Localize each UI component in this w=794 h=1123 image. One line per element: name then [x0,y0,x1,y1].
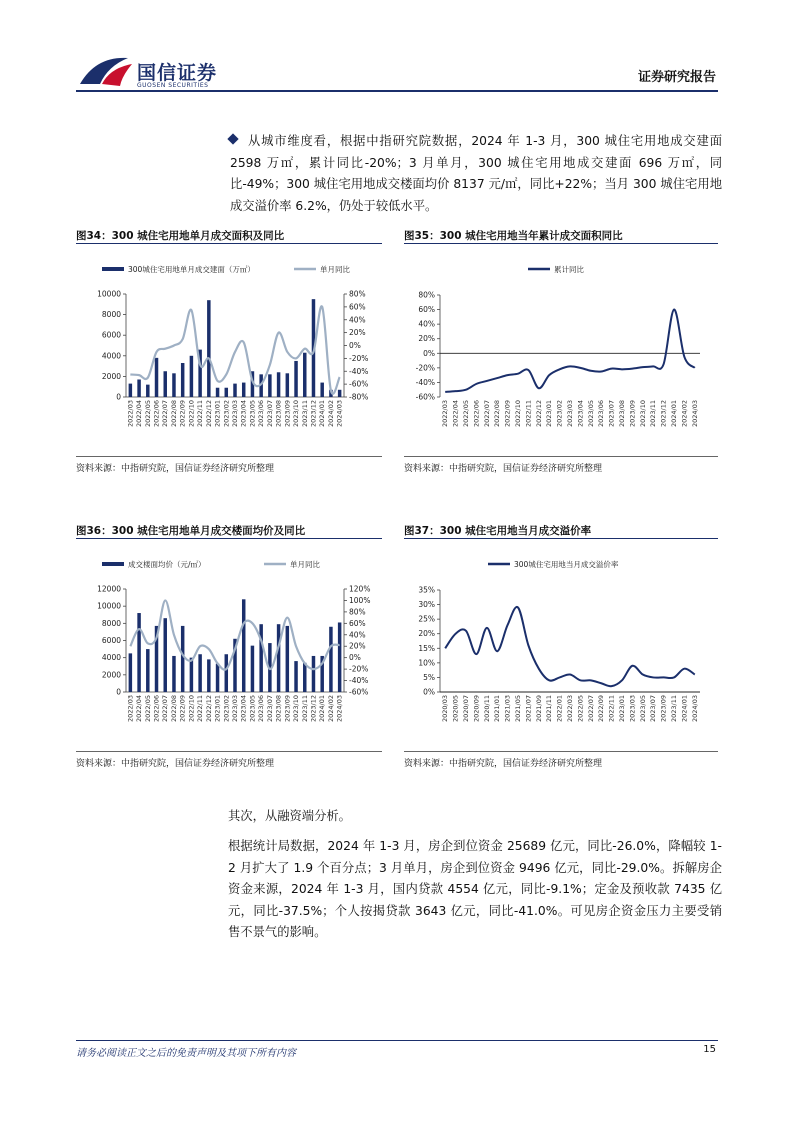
bar [155,358,158,397]
x-tick-label: 2022/05 [143,400,152,428]
figure-35-source: 资料来源：中指研究院，国信证券经济研究所整理 [404,464,603,474]
x-tick-label: 2024/03 [335,695,344,723]
x-tick-label: 2022/09 [597,695,606,723]
y2-tick-label: 120% [349,584,371,594]
legend-label: 成交楼面均价（元/㎡） [128,560,206,569]
x-tick-label: 2023/08 [618,400,626,428]
x-tick-label: 2021/03 [503,695,512,723]
y2-tick-label: 60% [349,618,366,628]
figure-35-rule [404,243,718,244]
bar [225,654,228,692]
bar [146,385,149,397]
footer-rule [76,1040,718,1041]
x-tick-label: 2023/05 [638,695,647,723]
footer-disclaimer: 请务必阅读正文之后的免责声明及其项下所有内容 [76,1048,296,1059]
x-tick-label: 2023/09 [283,695,292,723]
x-tick-label: 2022/10 [187,695,196,723]
bar [163,371,166,397]
x-tick-label: 2022/09 [178,695,187,723]
x-tick-label: 2023/09 [659,695,668,723]
x-tick-label: 2024/02 [326,400,335,428]
chart-36 [76,545,382,750]
x-tick-label: 2023/01 [213,695,222,723]
legend-label: 单月同比 [320,265,350,274]
figure-36-rule [76,538,382,539]
x-tick-label: 2023/01 [545,400,554,428]
x-tick-label: 2020/11 [482,695,491,723]
x-tick-label: 2022/04 [135,400,144,428]
figure-36-source-rule [76,751,382,752]
bar [259,624,262,692]
figure-34-source-rule [76,456,382,457]
x-tick-label: 2020/09 [472,695,481,723]
x-tick-label: 2023/02 [222,695,231,723]
legend-label: 300城住宅用地单月成交建面（万㎡） [128,265,255,274]
legend-label: 累计同比 [554,265,584,274]
y-tick-label: 25% [418,614,435,624]
report-type: 证券研究报告 [637,70,716,85]
bar [286,373,289,397]
y-tick-label: 0 [116,687,121,697]
x-tick-label: 2023/10 [638,400,647,428]
x-tick-label: 2023/01 [213,400,222,428]
figure-36-title: 图36：300 城住宅用地单月成交楼面均价及同比 [76,525,306,537]
body-paragraph-2: 根据统计局数据，2024 年 1-3 月，房企到位资金 25689 亿元，同比-26.0%，降幅较 1-2 月扩大了 1.9 个百分点；3 月单月，房企到位资金 9496 亿元，同比-29.0%。拆解房企资金来源，2024 年 1-3 月，国内贷款 4554 亿元，同比-9.1%；定金及预收款 7435 亿元，同比-37.5%；个人按揭贷款 3643 亿元，同比-41.0%。可见房企资金压力主要受销售不景气的影响。 [228,839,722,939]
bar [251,646,254,692]
x-tick-label: 2023/07 [265,695,274,723]
x-tick-label: 2023/04 [576,400,585,428]
bar [146,649,149,692]
bar [338,390,341,397]
bar [190,356,193,397]
x-tick-label: 2022/10 [514,400,522,428]
bar [286,626,289,692]
y2-tick-label: 100% [349,595,371,605]
bar [198,654,201,692]
x-tick-label: 2022/05 [462,400,470,428]
x-tick-label: 2022/01 [555,695,564,723]
x-tick-label: 2023/03 [628,695,637,723]
x-tick-label: 2023/11 [649,400,658,428]
x-tick-label: 2022/03 [566,695,574,723]
y2-tick-label: 60% [349,302,366,312]
x-tick-label: 2022/12 [204,400,213,428]
bar [216,664,219,692]
y-tick-label: -40% [415,377,435,387]
x-tick-label: 2023/12 [309,695,318,723]
x-tick-label: 2022/04 [135,695,144,723]
series-line [445,607,695,686]
figure-34-title: 图34：300 城住宅用地单月成交面积及同比 [76,230,285,242]
x-tick-label: 2020/05 [451,695,460,723]
chart-34 [76,250,382,455]
page-number: 15 [703,1044,716,1055]
bar [137,379,140,397]
x-tick-label: 2023/06 [257,695,266,723]
y2-tick-label: -40% [349,676,369,686]
x-tick-label: 2023/03 [231,400,239,428]
y-tick-label: 35% [418,585,435,595]
x-tick-label: 2022/09 [178,400,187,428]
legend-bar-swatch [102,562,124,566]
guosen-logo-mark [78,52,134,90]
body-paragraph-1: 其次，从融资端分析。 [228,809,351,823]
chart-35 [404,250,718,455]
figure-37-source-rule [404,751,718,752]
legend-label: 300城住宅用地当月成交溢价率 [514,560,619,569]
logo-subtitle: GUOSEN SECURITIES [137,82,209,89]
x-tick-label: 2022/03 [126,400,135,428]
bar [294,661,297,692]
legend-bar-swatch [102,267,124,271]
x-tick-label: 2023/11 [300,400,309,428]
x-tick-label: 2022/11 [196,400,205,428]
x-tick-label: 2022/06 [152,400,161,428]
x-tick-label: 2023/06 [257,400,266,428]
x-tick-label: 2023/11 [300,695,309,723]
y-tick-label: 0% [423,687,435,697]
x-tick-label: 2023/05 [586,400,595,428]
bar [216,388,219,397]
x-tick-label: 2023/06 [597,400,606,428]
x-tick-label: 2022/08 [493,400,502,428]
x-tick-label: 2022/06 [472,400,481,428]
bar [277,624,280,692]
bar [181,363,184,397]
x-tick-label: 2021/09 [534,695,543,723]
y2-tick-label: 20% [349,641,366,651]
bar [242,383,245,397]
x-tick-label: 2022/08 [169,400,178,428]
x-tick-label: 2024/01 [670,400,678,428]
y2-tick-label: 80% [349,289,366,299]
y-tick-label: 20% [418,334,435,344]
x-tick-label: 2022/12 [534,400,543,428]
x-tick-label: 2023/12 [659,400,668,428]
x-tick-label: 2023/10 [292,400,301,428]
x-tick-label: 2020/07 [462,695,470,723]
x-tick-label: 2024/01 [680,695,689,723]
x-tick-label: 2022/07 [161,400,170,428]
bar [303,663,306,692]
logo-text: 国信证券 [137,62,218,84]
bar [338,622,341,692]
bar [172,656,175,692]
x-tick-label: 2021/07 [524,695,533,723]
x-tick-label: 2022/07 [482,400,491,428]
x-tick-label: 2022/11 [524,400,533,428]
x-tick-label: 2023/07 [607,400,616,428]
x-tick-label: 2022/03 [441,400,450,428]
y-tick-label: 0% [423,348,435,358]
x-tick-label: 2023/11 [670,695,678,723]
y2-tick-label: -60% [349,379,369,389]
x-tick-label: 2023/03 [566,400,574,428]
y-tick-label: 6000 [101,330,121,340]
bar [207,300,210,397]
figure-37-source: 资料来源：中指研究院，国信证券经济研究所整理 [404,759,603,769]
x-tick-label: 2023/07 [649,695,658,723]
x-tick-label: 2022/05 [576,695,585,723]
y-tick-label: 10% [418,658,435,668]
bar [242,599,245,692]
y-tick-label: 4000 [101,653,121,663]
bar [312,656,315,692]
series-line [445,310,695,392]
figure-34-source: 资料来源：中指研究院，国信证券经济研究所整理 [76,464,275,474]
x-tick-label: 2022/11 [607,695,616,723]
bar [233,384,236,397]
x-tick-label: 2023/07 [265,400,274,428]
y-tick-label: 2000 [101,670,121,680]
x-tick-label: 2023/05 [248,695,257,723]
x-tick-label: 2023/10 [292,695,301,723]
y2-tick-label: -60% [349,687,369,697]
legend-label: 单月同比 [290,560,320,569]
header-rule [76,90,718,92]
figure-34-rule [76,243,382,244]
x-tick-label: 2022/08 [169,695,178,723]
x-tick-label: 2024/01 [318,400,327,428]
y2-tick-label: -80% [349,392,369,402]
x-tick-label: 2023/09 [283,400,292,428]
x-tick-label: 2023/12 [309,400,318,428]
x-tick-label: 2023/08 [274,695,283,723]
bar [294,361,297,397]
figure-35-title: 图35：300 城住宅用地当年累计成交面积同比 [404,230,623,242]
y2-tick-label: 0% [349,341,361,350]
x-tick-label: 2023/02 [222,400,231,428]
figure-35-source-rule [404,456,718,457]
bar [129,653,132,692]
x-tick-label: 2022/12 [204,695,213,723]
bar [172,373,175,397]
y-tick-label: 12000 [97,584,121,594]
y-tick-label: 30% [418,600,435,610]
y-tick-label: -60% [415,392,435,402]
y-tick-label: 8000 [101,618,121,628]
bar [181,626,184,692]
bar [137,613,140,692]
x-tick-label: 2022/09 [503,400,512,428]
x-tick-label: 2022/04 [451,400,460,428]
y-tick-label: 40% [418,319,435,329]
bar [329,627,332,692]
x-tick-label: 2024/03 [335,400,344,428]
x-tick-label: 2023/02 [555,400,564,428]
x-tick-label: 2020/03 [441,695,450,723]
figure-36-source: 资料来源：中指研究院，国信证券经济研究所整理 [76,759,275,769]
x-tick-label: 2024/02 [680,400,689,428]
bar [190,658,193,692]
x-tick-label: 2022/07 [586,695,595,723]
x-tick-label: 2021/05 [514,695,522,723]
y-tick-label: 60% [418,305,435,315]
y2-tick-label: 0% [349,653,361,663]
figure-37-title: 图37：300 城住宅用地当月成交溢价率 [404,525,592,537]
bar [320,383,323,397]
x-tick-label: 2021/01 [493,695,502,723]
y-tick-label: 10000 [97,289,121,299]
bar [163,618,166,692]
x-tick-label: 2023/08 [274,400,283,428]
y-tick-label: 80% [418,290,435,300]
x-tick-label: 2022/07 [161,695,170,723]
x-tick-label: 2023/05 [248,400,257,428]
x-tick-label: 2022/10 [187,400,196,428]
bar [207,659,210,692]
y-tick-label: 20% [418,629,435,639]
x-tick-label: 2022/06 [152,695,161,723]
x-tick-label: 2022/11 [196,695,205,723]
bullet-paragraph: 从城市维度看，根据中指研究院数据，2024 年 1-3 月，300 城住宅用地成交建面 2598 万㎡，累计同比-20%；3 月单月，300 城住宅用地成交建面 696 万㎡，同比-49%；300 城住宅用地成交楼面均价 8137 元/㎡，同比+22%；当月 300 城住宅用地成交溢价率 6.2%，仍处于较低水平。 [230,134,722,213]
x-tick-label: 2024/02 [326,695,335,723]
x-tick-label: 2024/03 [690,400,699,428]
y-tick-label: 6000 [101,636,121,645]
bar [303,353,306,397]
x-tick-label: 2023/04 [239,695,248,723]
y2-tick-label: -20% [349,664,369,674]
y2-tick-label: 20% [349,328,366,338]
y2-tick-label: 40% [349,315,366,325]
figure-37-rule [404,538,718,539]
y2-tick-label: 40% [349,630,366,640]
y2-tick-label: -40% [349,366,369,376]
x-tick-label: 2023/03 [231,695,239,723]
x-tick-label: 2022/05 [143,695,152,723]
x-tick-label: 2023/09 [628,400,637,428]
x-tick-label: 2022/03 [126,695,135,723]
bar [277,372,280,397]
y-tick-label: 10000 [97,601,121,611]
y-tick-label: 15% [418,643,435,653]
bar [129,384,132,397]
y-tick-label: 8000 [101,310,121,320]
y2-tick-label: -20% [349,353,369,363]
x-tick-label: 2021/11 [545,695,554,723]
x-tick-label: 2023/01 [618,695,626,723]
y-tick-label: -20% [415,363,435,373]
x-tick-label: 2024/01 [318,695,327,723]
y-tick-label: 0 [116,392,121,402]
bar [268,374,271,397]
bar [225,388,228,397]
y2-tick-label: 80% [349,607,366,617]
y-tick-label: 2000 [101,371,121,381]
y-tick-label: 5% [423,672,435,682]
x-tick-label: 2024/03 [690,695,699,723]
x-tick-label: 2023/04 [239,400,248,428]
chart-37 [404,545,718,750]
series-line [130,306,339,394]
y-tick-label: 4000 [101,351,121,361]
